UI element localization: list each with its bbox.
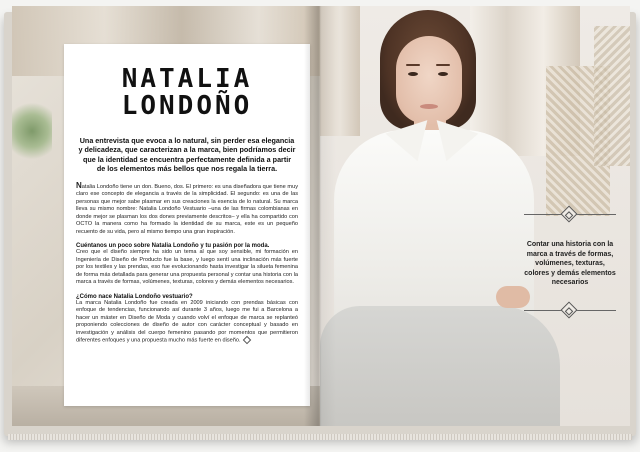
page-edges bbox=[8, 434, 632, 440]
question-1: Cuéntanos un poco sobre Natalia Londoño y tu pasión por la moda. bbox=[76, 243, 270, 250]
portrait-photo bbox=[320, 6, 630, 426]
answer-1: Creo que el diseño siempre ha sido un tema al que soy sensible, mi formación en Ingeniería de Diseño de Producto fue la base, y luego sentí una inclinación más fuerte por los textiles y las prendas, eso fue evolucionando hasta investigar la silueta femenina de forma más detallada para generar una propuesta personal y contar una historia con la marca a través de formas, volúmenes, texturas, colores y demás elementos necesarios. bbox=[76, 249, 298, 286]
left-brow bbox=[406, 64, 420, 66]
left-eye bbox=[408, 72, 418, 76]
answer-2-text: La marca Natalia Londoño fue creada en 2009 iniciando con prendas básicas con enfoque de tendencias, funcionando así durante 3 años, luego me fui a Barcelona a hacer un máster en Diseño de Moda y cuando volví el enfoque de marca se replanteó proponiendo colecciones de diseño de autor con carácter conceptual y basado en investigación y análisis del cuerpo femenino pasando por momentos que permitieron diferentes enfoques y una propuesta mucho más fuerte en diseño. bbox=[76, 299, 298, 344]
title-line-2: LONDOÑO bbox=[121, 91, 253, 121]
portrait-hand bbox=[496, 286, 530, 308]
left-page bbox=[12, 6, 320, 426]
right-eye bbox=[438, 72, 448, 76]
grey-trousers bbox=[320, 306, 560, 426]
article-title bbox=[76, 66, 298, 120]
drop-cap: N bbox=[76, 180, 82, 190]
answer-2 bbox=[76, 300, 298, 345]
diamond-end-mark-icon bbox=[242, 336, 250, 344]
article-intro: Una entrevista que evoca a lo natural, sin perder esa elegancia y delicadeza, que caracterizan a la marca, bien podríamos decir que la identidad se encuentra perfectamente definida a partir de los elementos más bellos que nos regala la tierra. bbox=[78, 136, 296, 174]
portrait-face bbox=[396, 36, 462, 124]
spine-gutter bbox=[304, 6, 336, 426]
pull-quote-text: Contar una historia con la marca a través de formas, volúmenes, texturas, colores y demás elementos necesarios bbox=[524, 241, 616, 286]
right-page bbox=[320, 6, 630, 426]
article-paragraph-1 bbox=[76, 182, 298, 237]
right-brow bbox=[436, 64, 450, 66]
article-card bbox=[64, 44, 310, 406]
question-2: ¿Cómo nace Natalia Londoño vestuario? bbox=[76, 293, 193, 300]
background-plant bbox=[12, 96, 52, 166]
portrait-lips bbox=[420, 104, 438, 109]
paragraph-1-text: atalia Londoño tiene un don. Bueno, dos. El primero: es una diseñadora que tiene muy claro ese concepto de elegancia a través de la simplicidad. El segundo: es una de las personas que mejor sabe plasmar en sus creaciones la esencia de lo natural. Su marca lleva su mismo nombre: Natalia Londoño Vestuario –una de las firmas colombianas en donde mejor se plasman los dos dones previamente descritos– y ella ha compartido con OCTO la manera como ha formado la identidad de su marca, este es un pequeño recuento de su vida, pero al mismo tiempo una gran inspiración. bbox=[76, 183, 298, 235]
title-line-1: NATALIA bbox=[121, 64, 253, 94]
